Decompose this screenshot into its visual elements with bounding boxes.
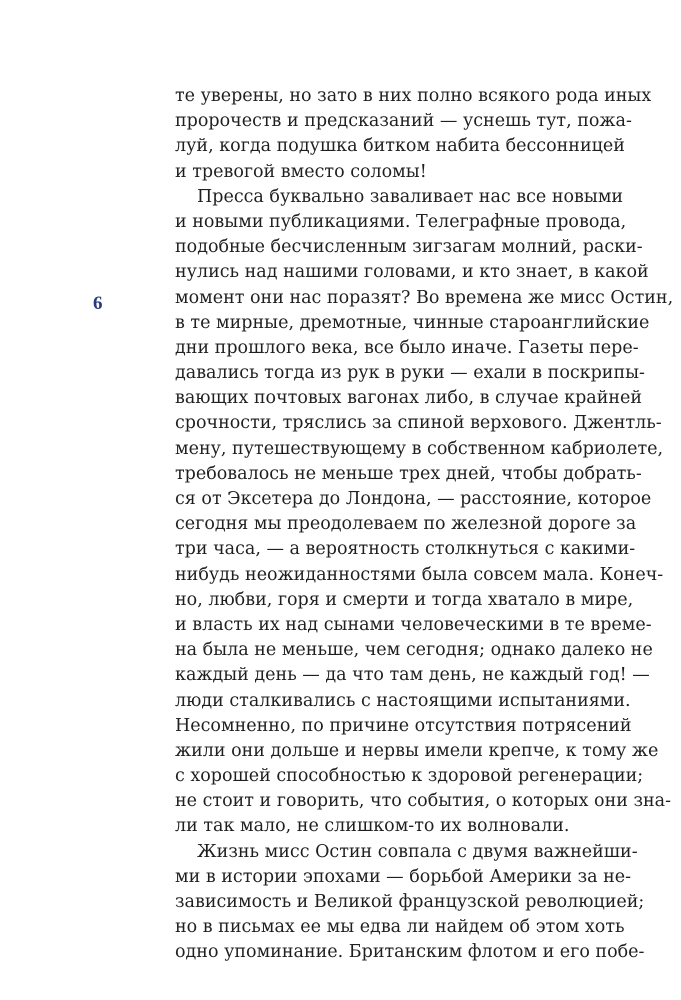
- text-line: и новыми публикациями. Телеграфные провода,: [175, 211, 627, 232]
- text-line: ли так мало, не слишком-то их волновали.: [175, 816, 570, 837]
- text-line: и власть их над сынами человеческими в те време-: [175, 614, 652, 635]
- text-line: нулись над нашими головами, и кто знает, в какой: [175, 262, 649, 283]
- text-line: те уверены, но зато в них полно всякого рода иных: [175, 86, 652, 106]
- text-line: пророчеств и предсказаний — уснешь тут, пожа-: [175, 111, 632, 132]
- text-line: мену, путешествующему в собственном кабриолете,: [175, 438, 664, 459]
- text-line: ся от Эксетера до Лондона, — расстояние, которое: [175, 489, 652, 509]
- body-text: [175, 84, 674, 966]
- text-line: но, любви, горя и смерти и тогда хватало в мире,: [175, 589, 634, 610]
- text-line: срочности, тряслись за спиной верхового. Джентль-: [175, 413, 662, 434]
- text-line: но в письмах ее мы едва ли найдем об этом хоть: [175, 917, 625, 938]
- text-line: нибудь неожиданностями была совсем мала. Конеч-: [175, 564, 664, 585]
- text-line: сегодня мы преодолеваем по железной дороге за: [175, 514, 637, 535]
- text-line: давались тогда из рук в руки — ехали в поскрипы-: [175, 363, 645, 384]
- text-line: одно упоминание. Британским флотом и его побе-: [175, 942, 645, 963]
- text-line: Пресса буквально заваливает нас все новыми: [197, 186, 624, 207]
- text-line: зависимость и Великой французской революцией;: [175, 892, 645, 912]
- text-line: момент они нас поразят? Во времена же мисс Остин,: [175, 287, 674, 308]
- text-line: не стоит и говорить, что события, о которых они зна-: [175, 791, 672, 812]
- page-number: 6: [93, 293, 103, 314]
- text-line: подобные бесчисленным зигзагам молний, раски-: [175, 237, 643, 258]
- text-line: вающих почтовых вагонах либо, в случае крайней: [175, 388, 643, 409]
- text-line: люди сталкивались с настоящими испытаниями.: [175, 690, 631, 711]
- text-line: требовалось не меньше трех дней, чтобы добрать-: [175, 463, 642, 484]
- text-line: Несомненно, по причине отсутствия потрясений: [175, 715, 632, 736]
- text-line: на была не меньше, чем сегодня; однако далеко не: [175, 640, 653, 661]
- text-line: жили они дольше и нервы имели крепче, к тому же: [175, 740, 659, 761]
- text-line: три часа, — а вероятность столкнуться с какими-: [175, 539, 636, 560]
- text-line: луй, когда подушка битком набита бессонницей: [175, 136, 625, 157]
- text-line: в те мирные, дремотные, чинные староанглийские: [175, 312, 650, 333]
- text-line: с хорошей способностью к здоровой регенерации;: [175, 766, 644, 787]
- text-line: дни прошлого века, все было иначе. Газеты пере-: [175, 337, 639, 358]
- text-line: ми в истории эпохами — борьбой Америки за не-: [175, 866, 632, 887]
- text-line: Жизнь мисс Остин совпала с двумя важнейши-: [197, 841, 638, 862]
- text-line: каждый день — да что там день, не каждый год! —: [175, 665, 650, 686]
- text-line: и тревогой вместо соломы!: [175, 161, 427, 182]
